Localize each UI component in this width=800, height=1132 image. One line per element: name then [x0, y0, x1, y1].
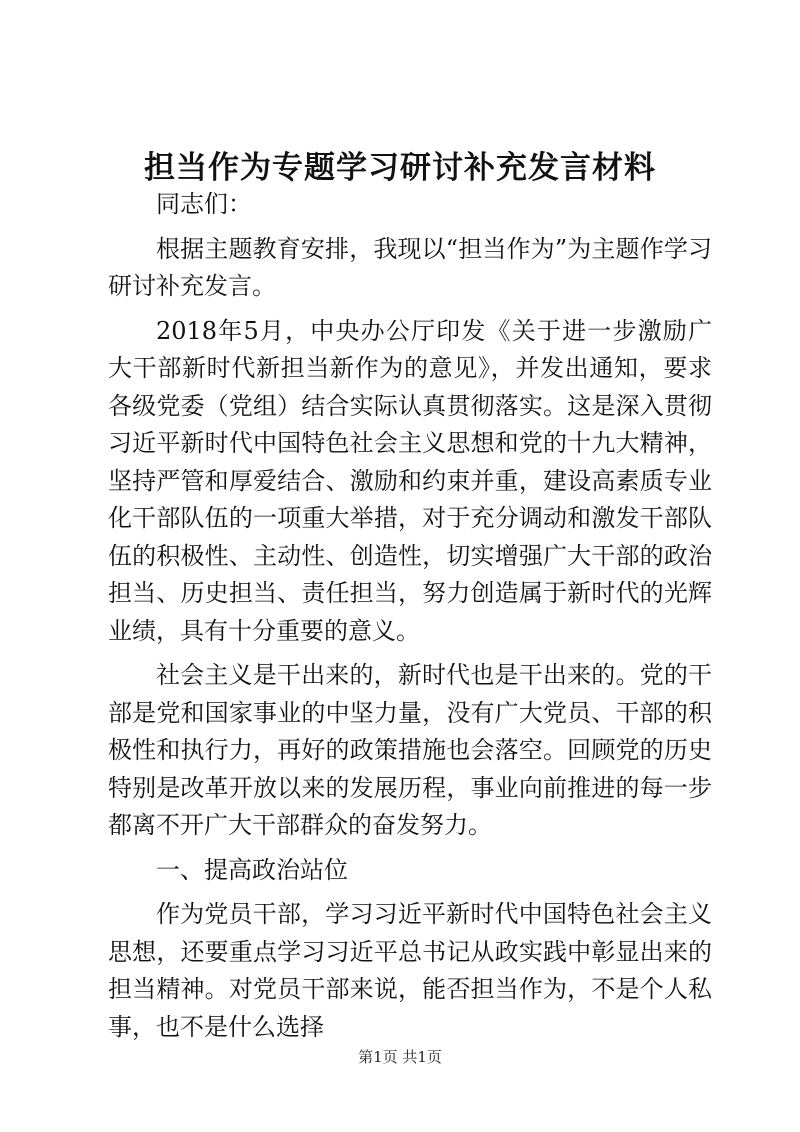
section-heading-1: 一、提高政治站位: [156, 855, 348, 884]
significance-paragraph: 社会主义是干出来的，新时代也是干出来的。党的干部是党和国家事业的中坚力量，没有广大党员、干部的积极性和执行力，再好的政策措施也会落空。回顾党的历史特别是改革开放以来的发展历程，事业向前推进的每一步都离不开广大干部群众的奋发努力。: [108, 661, 712, 839]
document-body: [108, 186, 712, 1053]
intro-paragraph: 根据主题教育安排，我现以“担当作为”为主题作学习研讨补充发言。: [108, 234, 712, 300]
document-title: 担当作为专题学习研讨补充发言材料: [144, 150, 656, 186]
page-footer: 第1页 共1页: [358, 1048, 442, 1066]
background-paragraph: 2018年5月，中央办公厅印发《关于进一步激励广大干部新时代新担当新作为的意见》，并发出通知，要求各级党委（党组）结合实际认真贯彻落实。这是深入贯彻习近平新时代中国特色社会主义思想和党的十九大精神，坚持严管和厚爱结合、激励和约束并重，建设高素质专业化干部队伍的一项重大举措，对于充分调动和激发干部队伍的积极性、主动性、创造性，切实增强广大干部的政治担当、历史担当、责任担当，努力创造属于新时代的光辉业绩，具有十分重要的意义。: [108, 316, 712, 645]
section-1-paragraph: 作为党员干部，学习习近平新时代中国特色社会主义思想，还要重点学习习近平总书记从政实践中彰显出来的担当精神。对党员干部来说，能否担当作为，不是个人私事，也不是什么选择: [108, 900, 712, 1041]
greeting-paragraph: 同志们：: [156, 190, 252, 218]
